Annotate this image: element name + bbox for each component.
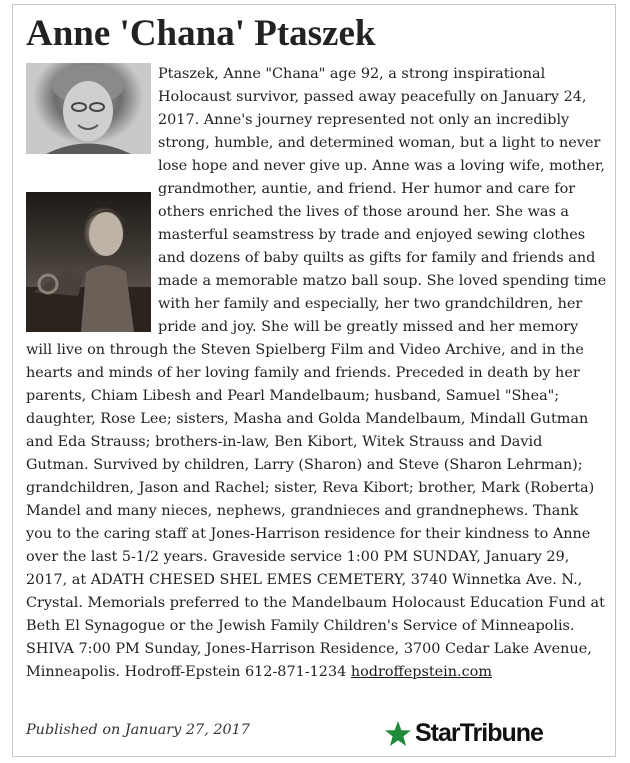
portrait-photo-graphic bbox=[26, 63, 151, 154]
obituary-body bbox=[26, 63, 608, 684]
published-date: Published on January 27, 2017 bbox=[26, 722, 250, 738]
obituary-text: Ptaszek, Anne "Chana" age 92, a strong inspirational Holocaust survivor, passed away peacefully on January 24, 2017. Anne's journey represented not only an incredibly strong, humble, and determined woman, but a light to never lose hope and never give up. Anne was a loving wife, mother, grandmother, auntie, and friend. Her humor and care for others enriched the lives of those around her. She was a masterful seamstress by trade and enjoyed sewing clothes and dozens of baby quilts as gifts for family and friends and made a memorable matzo ball soup. She loved spending time with her family and especially, her two grandchildren, her pride and joy. She will be greatly missed and her memory will live on through the Steven Spielberg Film and Video Archive, and in the hearts and minds of her loving family and friends. Preceded in death by her parents, Chiam Libesh and Pearl Mandelbaum; husband, Samuel "Shea"; daughter, Rose Lee; sisters, Masha and Golda Mandelbaum, Mindall Gutman and Eda Strauss; brothers-in-law, Ben Kibort, Witek Strauss and David Gutman. Survived by children, Larry (Sharon) and Steve (Sharon Lehrman); grandchildren, Jason and Rachel; sister, Reva Kibort; brother, Mark (Roberta) Mandel and many nieces, nephews, grandnieces and grandnephews. Thank you to the caring staff at Jones-Harrison residence for their kindness to Anne over the last 5-1/2 years. Graveside service 1:00 PM SUNDAY, January 29, 2017, at ADATH CHESED SHEL EMES CEMETERY, 3740 Winnetka Ave. N., Crystal. Memorials preferred to the Mandelbaum Holocaust Education Fund at Beth El Synagogue or the Jewish Family Children's Service of Minneapolis. SHIVA 7:00 PM Sunday, Jones-Harrison Residence, 3700 Cedar Lake Avenue, Minneapolis. Hodroff-Epstein 612-871-1234 bbox=[26, 66, 607, 680]
star-icon bbox=[384, 720, 412, 748]
funeral-home-link[interactable]: hodroffepstein.com bbox=[350, 664, 492, 680]
photo-column bbox=[26, 63, 151, 331]
portrait-photo-elderly bbox=[26, 63, 151, 154]
vintage-photo-graphic bbox=[26, 192, 151, 332]
logo-wordmark: StarTribune bbox=[415, 719, 543, 747]
startribune-logo[interactable] bbox=[384, 719, 543, 748]
vintage-photo-seamstress bbox=[26, 192, 151, 332]
obituary-title: Anne 'Chana' Ptaszek bbox=[26, 13, 376, 54]
